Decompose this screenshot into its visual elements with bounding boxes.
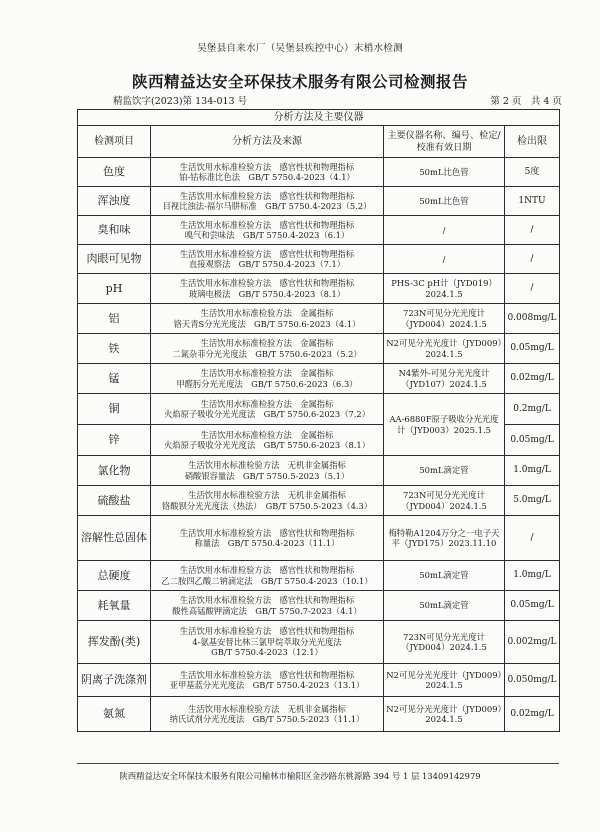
item-cell: 锰 <box>78 364 151 394</box>
method-line: 纳氏试剂分光光度法 GB/T 5750.5-2023（11.1） <box>169 714 365 724</box>
method-line: 直接观察法 GB/T 5750.4-2023（7.1） <box>188 259 346 269</box>
method-cell <box>151 158 384 187</box>
method-line: 生活饮用水标准检验方法 感官性状和物理指标 <box>179 527 355 538</box>
method-cell <box>151 561 384 591</box>
methods-table <box>77 109 560 732</box>
col-header-method: 分析方法及来源 <box>151 126 384 158</box>
item-cell: 铁 <box>78 334 151 364</box>
limit-cell: 0.002mg/L <box>505 621 560 664</box>
method-line: 生活饮用水标准检验方法 感官性状和物理指标 <box>179 669 355 680</box>
item-cell: 耗氧量 <box>78 591 151 621</box>
method-cell <box>151 304 384 334</box>
method-line: 乙二胺四乙酸二钠滴定法 GB/T 5750.4-2023（10.1） <box>161 575 373 586</box>
limit-cell: 5.0mg/L <box>505 486 560 516</box>
limit-cell: / <box>505 274 560 304</box>
col-header-item: 检测项目 <box>78 126 151 158</box>
col-header-instrument: 主要仪器名称、编号、检定/校准有效日期 <box>384 126 505 158</box>
item-cell: 铜 <box>78 394 151 425</box>
method-line: 生活饮用水标准检验方法 感官性状和物理指标 <box>179 219 355 230</box>
table-row <box>78 245 560 274</box>
table-row <box>78 216 560 245</box>
method-line: 铬酸钡分光光度法（热法） GB/T 5750.5-2023（4.3） <box>161 500 373 511</box>
footer-divider <box>77 763 559 764</box>
method-line: 生活饮用水标准检验方法 金属指标 <box>200 398 334 409</box>
table-row <box>78 456 560 486</box>
method-line: 火焰原子吸收分光光度法 GB/T 5750.6-2023（7.2） <box>164 409 370 419</box>
limit-cell: 5度 <box>505 158 560 187</box>
table-row <box>78 621 560 664</box>
method-line: 二氮杂菲分光光度法 GB/T 5750.6-2023（5.2） <box>172 348 362 359</box>
item-cell: 硫酸盐 <box>78 486 151 516</box>
item-cell: 挥发酚(类) <box>78 621 151 664</box>
limit-cell: 0.050mg/L <box>505 664 560 697</box>
instrument-cell: PHS-3C pH计（JYD019）2024.1.5 <box>384 274 505 304</box>
method-line: 生活饮用水标准检验方法 金属指标 <box>200 368 334 379</box>
method-line: 火焰原子吸收分光光度法 GB/T 5750.6-2023（8.1） <box>164 440 370 450</box>
table-row <box>78 516 560 561</box>
instrument-cell: 723N可见分光光度计（JYD004）2024.1.5 <box>384 486 505 516</box>
item-cell: 肉眼可见物 <box>78 245 151 274</box>
limit-cell: 0.05mg/L <box>505 334 560 364</box>
method-line: 生活饮用水标准检验方法 金属指标 <box>200 429 334 440</box>
limit-cell: 0.02mg/L <box>505 364 560 394</box>
table-row <box>78 158 560 187</box>
instrument-cell: / <box>384 216 505 245</box>
limit-cell: 0.008mg/L <box>505 304 560 334</box>
method-cell <box>151 591 384 621</box>
table-row <box>78 364 560 394</box>
method-cell <box>151 456 384 486</box>
method-line: 生活饮用水标准检验方法 金属指标 <box>200 338 334 349</box>
item-cell: 阴离子洗涤剂 <box>78 664 151 697</box>
table-row <box>78 274 560 304</box>
method-line: 生活饮用水标准检验方法 无机非金属指标 <box>188 490 346 501</box>
table-row <box>78 394 560 425</box>
limit-cell: 0.2mg/L <box>505 394 560 425</box>
method-line: 生活饮用水标准检验方法 无机非金属指标 <box>188 460 346 471</box>
table-row <box>78 334 560 364</box>
instrument-cell: / <box>384 245 505 274</box>
table-row <box>78 561 560 591</box>
method-cell <box>151 516 384 561</box>
limit-cell: 0.02mg/L <box>505 697 560 732</box>
table-row <box>78 664 560 697</box>
report-number: 精监饮字(2023)第 134-013 号 <box>113 96 248 107</box>
instrument-cell: AA-6880F原子吸收分光光度计（JYD003）2025.1.5 <box>384 394 505 456</box>
method-line: 生活饮用水标准检验方法 感官性状和物理指标 <box>179 161 355 172</box>
method-cell <box>151 187 384 216</box>
method-line: 生活饮用水标准检验方法 感官性状和物理指标 <box>179 190 355 201</box>
item-cell: 总硬度 <box>78 561 151 591</box>
report-subject-line: 吴堡县自来水厂（吴堡县疾控中心）末梢水检测 <box>197 43 403 54</box>
method-line: 甲醛肟分光光度法 GB/T 5750.6-2023（6.3） <box>176 378 358 389</box>
table-row <box>78 591 560 621</box>
page-info: 第 2 页 共 4 页 <box>490 96 562 107</box>
item-cell: 氨氮 <box>78 697 151 732</box>
limit-cell: 1NTU <box>505 187 560 216</box>
item-cell: 铝 <box>78 304 151 334</box>
method-cell <box>151 486 384 516</box>
instrument-cell: N2可见分光光度计（JYD009）2024.1.5 <box>384 334 505 364</box>
method-line: 酸性高锰酸钾滴定法 GB/T 5750.7-2023（4.1） <box>172 605 362 616</box>
item-cell: 氯化物 <box>78 456 151 486</box>
section-title: 分析方法及主要仪器 <box>78 110 560 126</box>
instrument-cell: N2可见分光光度计（JYD009）2024.1.5 <box>384 664 505 697</box>
col-header-limit: 检出限 <box>505 126 560 158</box>
instrument-cell: N2可见分光光度计（JYD009）2024.1.5 <box>384 697 505 732</box>
method-line: 硝酸银容量法 GB/T 5750.5-2023（5.1） <box>184 470 350 481</box>
method-line: 生活饮用水标准检验方法 金属指标 <box>200 308 334 319</box>
method-cell <box>151 274 384 304</box>
instrument-cell: 723N可见分光光度计（JYD004）2024.1.5 <box>384 304 505 334</box>
item-cell: 浑浊度 <box>78 187 151 216</box>
instrument-cell: 50mL滴定管 <box>384 456 505 486</box>
method-line: 目视比浊法-福尔马肼标准 GB/T 5750.4-2023（5.2） <box>162 201 372 211</box>
method-cell <box>151 216 384 245</box>
method-line: 生活饮用水标准检验方法 感官性状和物理指标 <box>179 565 355 576</box>
limit-cell: / <box>505 516 560 561</box>
footer-address: 陕西精益达安全环保技术服务有限公司榆林市榆阳区金沙路东桃源路 394 号 1 层 13409142979 <box>119 771 481 781</box>
method-line: GB/T 5750.4-2023（12.1） <box>211 647 323 658</box>
method-cell <box>151 697 384 732</box>
item-cell: 溶解性总固体 <box>78 516 151 561</box>
instrument-cell: 723N可见分光光度计（JYD004）2024.1.5 <box>384 621 505 664</box>
instrument-cell: N4紫外-可见分光光度计（JYD107）2024.1.5 <box>384 364 505 394</box>
limit-cell: 1.0mg/L <box>505 456 560 486</box>
method-line: 嗅气和尝味法 GB/T 5750.4-2023（6.1） <box>184 230 350 240</box>
method-cell <box>151 334 384 364</box>
table-row <box>78 486 560 516</box>
table-row <box>78 187 560 216</box>
instrument-cell: 梅特勒A1204万分之一电子天平（JYD175）2023.11.10 <box>384 516 505 561</box>
method-line: 生活饮用水标准检验方法 无机非金属指标 <box>188 703 346 714</box>
item-cell: 色度 <box>78 158 151 187</box>
method-cell <box>151 425 384 456</box>
instrument-cell: 50mL比色管 <box>384 158 505 187</box>
instrument-cell: 50mL比色管 <box>384 187 505 216</box>
instrument-cell: 50mL滴定管 <box>384 561 505 591</box>
table-row <box>78 304 560 334</box>
method-line: 铂-钴标准比色法 GB/T 5750.4-2023（4.1） <box>179 172 355 182</box>
limit-cell: 1.0mg/L <box>505 561 560 591</box>
item-cell: 锌 <box>78 425 151 456</box>
limit-cell: / <box>505 245 560 274</box>
method-line: 4-氨基安替比林三氯甲烷萃取分光光度法 <box>192 636 342 647</box>
method-cell <box>151 621 384 664</box>
method-line: 生活饮用水标准检验方法 感官性状和物理指标 <box>179 626 355 637</box>
method-cell <box>151 394 384 425</box>
method-line: 玻璃电极法 GB/T 5750.4-2023（8.1） <box>188 288 346 299</box>
method-line: 生活饮用水标准检验方法 感官性状和物理指标 <box>179 595 355 606</box>
column-header-row <box>78 126 560 158</box>
limit-cell: / <box>505 216 560 245</box>
limit-cell: 0.05mg/L <box>505 425 560 456</box>
limit-cell: 0.05mg/L <box>505 591 560 621</box>
section-header-row <box>78 110 560 126</box>
method-cell <box>151 664 384 697</box>
method-cell <box>151 245 384 274</box>
method-cell <box>151 364 384 394</box>
instrument-cell: 50mL滴定管 <box>384 591 505 621</box>
method-line: 亚甲基蓝分光光度法 GB/T 5750.4-2023（13.1） <box>169 680 365 690</box>
method-line: 称量法 GB/T 5750.4-2023（11.1） <box>194 538 340 548</box>
method-line: 生活饮用水标准检验方法 感官性状和物理指标 <box>179 248 355 259</box>
report-title: 陕西精益达安全环保技术服务有限公司检测报告 <box>131 72 468 91</box>
item-cell: pH <box>78 274 151 304</box>
method-line: 铬天青S分光光度法 GB/T 5750.6-2023（4.1） <box>173 318 361 329</box>
item-cell: 臭和味 <box>78 216 151 245</box>
table-row <box>78 697 560 732</box>
method-line: 生活饮用水标准检验方法 感官性状和物理指标 <box>179 278 355 289</box>
